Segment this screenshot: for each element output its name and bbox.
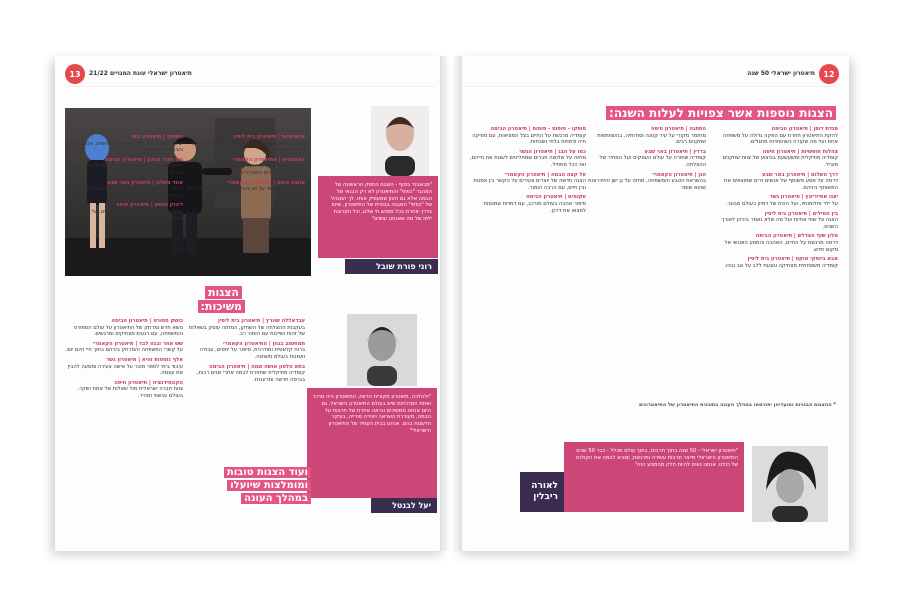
portrait-roni bbox=[371, 106, 429, 176]
show-entry bbox=[185, 134, 305, 154]
show-entry bbox=[712, 172, 838, 192]
show-description: דרמה חדשה מקורית העוסקת בזהות, באמונה ובשאלות על החיים המודרניים. bbox=[204, 163, 305, 176]
theatre-name: תיאטרון הבימה bbox=[755, 233, 793, 240]
separator: | bbox=[147, 379, 153, 386]
show-entry bbox=[712, 194, 838, 207]
theatre-name: תיאטרון הקאמרי bbox=[505, 171, 546, 178]
show-description: בעקבות ההצלחה של השחקן, המחזה עוסק בשאלות של זהות ושייכות עם הומור רב. bbox=[188, 324, 305, 338]
separator: | bbox=[552, 148, 559, 155]
running-head: תיאטרון ישראלי עונת המנויים 21/22 bbox=[89, 70, 192, 77]
show-title: אלף נוספות והיא bbox=[141, 356, 183, 363]
separator: | bbox=[150, 179, 156, 186]
show-entry bbox=[65, 180, 183, 200]
separator: | bbox=[799, 194, 806, 201]
show-title: יצגו אפייריעץ bbox=[805, 194, 838, 201]
theatre-name: תיאטרון חיפה bbox=[114, 379, 148, 386]
show-description: יצירת המקור של גדול המחזאים הרוסים, אנטון צ'כוב, בעיבוד חדש ומקורי. bbox=[66, 140, 183, 154]
theatre-name: התיאטרון הקאמרי bbox=[223, 340, 268, 347]
show-entry bbox=[588, 126, 706, 146]
separator: | bbox=[807, 210, 813, 217]
show-description: דרמה מרגשת על החיים, האהבה והמסע האנושי אל מקום חדש. bbox=[724, 239, 838, 253]
theatre-name: תיאטרון הקאמרי bbox=[93, 340, 134, 347]
show-title: תמחשוב בגוון bbox=[272, 340, 305, 347]
separator: | bbox=[147, 318, 154, 324]
show-description: הצגה על שתי אחיות ועל מה שלא נאמר ביניהן לאורך השנים. bbox=[721, 217, 838, 230]
theatre-name: תיאטרון הבימה bbox=[105, 156, 142, 163]
show-description: קומדיה משפחתית מצחיקה ונוגעת ללב על אב ובניו. bbox=[724, 262, 838, 269]
show-title: הגן bbox=[698, 171, 706, 178]
show-title: כושק ספורט bbox=[153, 318, 183, 324]
show-title: בתא הלפון אושה שמה bbox=[251, 363, 305, 370]
separator: | bbox=[790, 256, 796, 263]
show-entry bbox=[712, 233, 838, 253]
separator: | bbox=[692, 171, 699, 178]
separator: | bbox=[136, 356, 142, 363]
show-title: צהלות חופשיות bbox=[801, 148, 838, 155]
show-description: צוות חברה ישראלית מול שאלות של אמת ושקר, בעולם עכשווי ומהיר. bbox=[77, 386, 183, 399]
separator: | bbox=[687, 148, 694, 155]
show-description: קומדיה מוזיקלית ומשעשעת בביצוע של צוות שחקנים מוביל. bbox=[722, 155, 838, 168]
show-title: דיבוק ומשק bbox=[154, 202, 183, 209]
text-column-b bbox=[65, 318, 183, 508]
footnote: * ההצגות הבנויות ומועדיהן יפורסמו במהלך העונה בתוכנית התיאטרון של התיאטרונים bbox=[638, 402, 836, 408]
spread-gutter bbox=[440, 56, 462, 551]
show-description: הצגה משולבת עם אנשים מכל הגילים, על הקשר בין דורות ועל החיים עצמם. bbox=[68, 208, 183, 222]
page-number-badge-right: 12 bbox=[819, 64, 839, 84]
separator: | bbox=[245, 363, 252, 370]
separator: | bbox=[267, 340, 273, 347]
show-description: עיבוד ביתי לספר מוכר על אישה צעירה ומסעה להבין את עצמה. bbox=[67, 363, 183, 377]
show-description: קומדיה מרגשת על החיים בצל המציאות, עם מוזיקה חיה ודמויות בלתי נשכחות. bbox=[472, 132, 586, 146]
separator: | bbox=[807, 126, 814, 132]
show-description: נושא חדש ומרתק של התיאטרון על עולם הספורט והמשפחה, עם רגעים מצחיקים ומרגשים. bbox=[73, 324, 183, 338]
quote-box-laura: "תיאטרון ישראלי - 50 שנה בתוך תרבות, בתוך עולם מכלל - כבר 50 שנים התיאטרון הישראלי מייצר תרבות עשירה ומרגשת, ומביא לבמה את הקולות של כולנו. אנחנו גאים להיות חלק מהמסע הזה" bbox=[564, 442, 744, 512]
separator: | bbox=[526, 126, 533, 132]
quote-name-laura: לאורה ריבלין bbox=[520, 472, 564, 512]
show-title: השותף bbox=[166, 134, 183, 140]
show-description: מחזה על שלושה חברים שמחליטים לשנות את חייהם, ואז הכל מתחיל. bbox=[469, 155, 586, 168]
theatre-name: תיאטרון בית ליסין bbox=[217, 318, 261, 324]
text-column-a2 bbox=[185, 134, 305, 282]
quote-box-roni: "מבאבנר בסוף - הוצגת החוזק הראשונה של המהגר "כפתי" והתיאטרון לא רק הבנאי של הבמה אלא גם היגון שמעסיק אותו. לך המנהל של "כפתי" המבנה בבוכית של התיאטרון, שיטו בדרך אחרת בכל מפגש חי שלנו, וכל תערובת ילפו של מה שאנחנו עושים" bbox=[318, 176, 438, 258]
show-entry bbox=[588, 172, 706, 192]
separator: | bbox=[545, 171, 551, 178]
show-title: האמבטיה bbox=[282, 156, 305, 163]
quote-name-roni: רוני פורת שובל bbox=[345, 259, 438, 274]
theatre-name: תיאטרון גשר bbox=[769, 194, 800, 201]
theatre-name: תיאטרון הבימה bbox=[490, 126, 527, 132]
quote-name-yael: יעל לבנטל bbox=[371, 498, 437, 513]
show-title: בין המילים bbox=[812, 210, 838, 217]
separator: | bbox=[149, 202, 155, 209]
show-entry bbox=[65, 341, 183, 354]
show-entry bbox=[468, 172, 586, 192]
show-entry bbox=[185, 341, 305, 361]
show-entry bbox=[65, 318, 183, 338]
theatre-name: תיאטרון חיפה bbox=[762, 148, 796, 155]
theatre-name: התיאטרון הקאמרי bbox=[232, 156, 277, 163]
separator: | bbox=[276, 134, 282, 140]
text-column-c bbox=[215, 379, 307, 464]
theatre-name: תיאטרון באר שבע bbox=[762, 171, 806, 178]
separator: | bbox=[141, 156, 148, 163]
theatre-name: תיאטרון הבימה bbox=[771, 126, 808, 132]
show-description: סיפור אהבה קומי על זוג צעיר וחתונה שלא הולכת לפי התוכנית. bbox=[186, 186, 305, 199]
show-title: אינטימיות bbox=[281, 134, 305, 140]
show-title: הקונפידנציה bbox=[152, 379, 183, 386]
show-entry bbox=[468, 149, 586, 169]
show-entry bbox=[185, 157, 305, 177]
text-column-a bbox=[65, 134, 183, 282]
show-title: אהבה חופה bbox=[276, 179, 305, 186]
show-description: קומדיה שחורה על עולם העסקים ועל המחיר של ההצלחה. bbox=[599, 155, 706, 168]
show-entry bbox=[468, 194, 586, 214]
show-description: דרמה על מסע משותף של אנשים זרים שמוצאים את המשותף ביניהם. bbox=[724, 178, 838, 191]
section-heading-returning: הצגות משיכות: bbox=[163, 286, 245, 314]
show-title: אבא ביופקי אוקט bbox=[795, 256, 838, 263]
show-entry bbox=[712, 256, 838, 269]
theatre-name: תיאטרון באר שבע bbox=[644, 148, 688, 155]
show-description: מחזה מוזיקלי בהשראת הביוגרפיה של ארבעה צעירים וגורלם בתוך תקופה סוערת. bbox=[65, 163, 183, 176]
theatre-name: תיאטרון חיפה bbox=[116, 202, 150, 209]
theatre-name: תיאטרון הבימה bbox=[209, 363, 246, 370]
theatre-name: תיאטרון הגשר bbox=[518, 148, 553, 155]
theatre-name: תיאטרון גשר bbox=[106, 356, 137, 363]
show-title: פופקו - פופוס - פופוס bbox=[532, 126, 586, 132]
show-title: עוד חוזר הניגון bbox=[147, 156, 183, 163]
show-entry bbox=[65, 202, 183, 222]
show-title: מלון שוף הצדלש bbox=[797, 233, 838, 240]
theatre-name: תיאטרון בית ליסין bbox=[747, 256, 791, 263]
show-title: אחד משלנו bbox=[155, 179, 183, 186]
show-description: להקת התיאטרון חוזרת עם הפקה גדולה על משפחה אחת ועל מה שקורה כשהסודות מתגלים. bbox=[723, 132, 838, 146]
show-title: כמו על הבג bbox=[558, 148, 586, 155]
separator: | bbox=[271, 179, 277, 186]
separator: | bbox=[795, 148, 802, 155]
show-title: עבדאללה שוורץ bbox=[265, 318, 305, 324]
separator: | bbox=[792, 233, 798, 240]
show-entry bbox=[185, 318, 305, 338]
theatre-name: תיאטרון הבימה bbox=[526, 194, 563, 201]
theatre-name: תיאטרון חיפה bbox=[650, 126, 684, 132]
running-head-right: תיאטרון ישראלי 50 שנה bbox=[747, 70, 815, 77]
separator: | bbox=[133, 340, 140, 347]
left-page bbox=[55, 56, 445, 551]
show-title: על קצה הבמה bbox=[550, 171, 586, 178]
separator: | bbox=[260, 318, 266, 324]
show-description: סיפור על ארבע נשים בחצות הלילה, על אהבה, פחד ותקווה לבאות. bbox=[190, 140, 305, 154]
show-description: ברוח קלאסית ומודרנית, סיפור על יחסים, עבודה ואמנות בעולם משתנה. bbox=[199, 347, 305, 360]
show-description: בהשראת הטבע והמשפחה, מחזה על גן ישן והזיכרונות שהוא שומר. bbox=[588, 178, 706, 191]
show-title: דרך השלום bbox=[810, 171, 838, 178]
section-heading-more: ועוד הצגות טובות ומומלצות שיועלו במהלך העונה bbox=[215, 466, 311, 505]
show-description: מחזמר מקורי על עיר קטנה וסודותיה, בהשתתפות שחקנים רבים. bbox=[597, 132, 706, 146]
show-entry bbox=[588, 149, 706, 169]
theatre-name: התיאטרון הקאמרי bbox=[227, 179, 272, 186]
divider-right bbox=[466, 86, 839, 87]
portrait-laura bbox=[752, 446, 828, 522]
theatre-name: תיאטרון בית ליסין bbox=[233, 134, 277, 140]
show-entry bbox=[65, 134, 183, 154]
main-heading: הצגות נוספות אשר צפויות לעלות השנה: bbox=[576, 106, 836, 121]
divider bbox=[65, 86, 435, 87]
show-description: הצגה חדשה של יוצרים צעירים על הקשר בין אמנות ובין חיים, עם הרבה הומור. bbox=[473, 178, 586, 191]
right-page bbox=[456, 56, 849, 551]
show-entry bbox=[712, 149, 838, 169]
show-title: מגדת דופן bbox=[813, 126, 838, 132]
show-entry bbox=[65, 157, 183, 177]
theatre-name: תיאטרון הבימה bbox=[111, 318, 148, 324]
show-title: התחנה bbox=[689, 126, 706, 132]
show-description: סיפור אהבה בעולם מורכב, עם דמויות שמנסות למצוא את דרכן. bbox=[483, 200, 586, 214]
show-entry bbox=[712, 211, 838, 231]
separator: | bbox=[805, 171, 811, 178]
show-entry bbox=[468, 126, 586, 146]
theatre-name: תיאטרון בית ליסין bbox=[764, 210, 808, 217]
show-entry bbox=[185, 180, 305, 200]
quote-box-yael: "ולהלכה, תיאטרון מקורית הרווח, התיאטרון היה מרכז ואחת המרכזיות שיש בעולם התיאטרון בישראל. גם היום אנחנו ממשיכים ונראה אחרת של תרבות על הבמה, מעוררת השראה ויצירה פורייה, בעיקר חדשנות בהם. אנחנו בבית העתיד של התיאטרון הישראלי" bbox=[307, 388, 437, 498]
portrait-yael bbox=[347, 314, 417, 386]
separator: | bbox=[562, 194, 569, 201]
separator: | bbox=[683, 126, 690, 132]
text-column-right-2 bbox=[712, 126, 838, 396]
show-title: ברדין bbox=[693, 148, 706, 155]
show-entry bbox=[65, 380, 183, 400]
show-title: עקומים bbox=[568, 194, 586, 201]
theatre-name: תיאטרון גשר bbox=[130, 134, 162, 140]
show-description: על ילד וחלומותיו, ועל הכוח של דמיון בעולם מבוגר. bbox=[725, 200, 838, 207]
show-description: על קשרי המשפחה והמרחק ביניהם בתוך חיי היום יום. bbox=[65, 347, 183, 354]
show-description: קומדיה מוזיקלית שחוזרת לבמה אחרי שנים רבות, בגרסה חדשה ומרעננת. bbox=[196, 370, 305, 383]
theatre-name: תיאטרון הקאמרי bbox=[652, 171, 693, 178]
text-column-right-1b bbox=[588, 126, 706, 396]
page-number-badge: 13 bbox=[65, 64, 85, 84]
show-description: דרמה משפחתית עכשווית המתרחשת בבית קטן בעיר, עם צחוק ודמעות. bbox=[66, 186, 183, 199]
separator: | bbox=[161, 134, 167, 140]
show-entry bbox=[712, 126, 838, 146]
theatre-name: תיאטרון באר שבע bbox=[107, 179, 151, 186]
show-entry bbox=[65, 357, 183, 377]
text-column-right-1 bbox=[468, 126, 586, 396]
separator: | bbox=[276, 156, 283, 163]
show-title: שש אחר ובנה לבד bbox=[139, 340, 183, 347]
